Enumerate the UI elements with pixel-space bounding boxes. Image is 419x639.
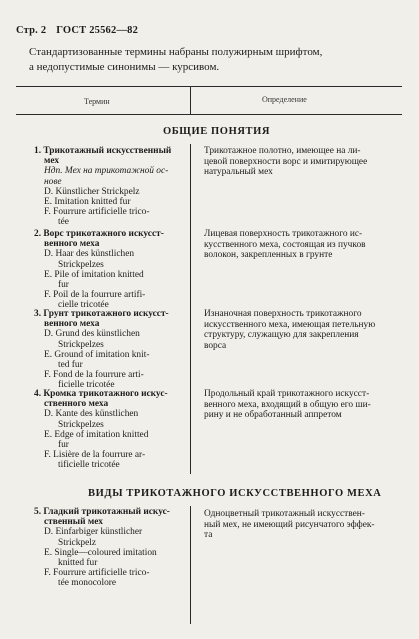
- definition-line: та: [204, 530, 213, 541]
- term-name: 5. Гладкий трикотажный искус-: [34, 507, 170, 517]
- definition-line: цевой поверхности ворс и имитирующее: [204, 156, 368, 167]
- page-header: [16, 25, 138, 36]
- document-code: ГОСТ 25562—82: [56, 25, 139, 36]
- french-equivalent: F. Poil de la fourrure artifi-: [44, 290, 146, 301]
- term-name: 4. Кромка трикотажного искус-: [34, 389, 168, 399]
- definition-line: Лицевая поверхность трикотажного ис-: [204, 229, 363, 239]
- term-entry-4: [34, 389, 184, 471]
- german-equivalent: D. Grund des künstlichen: [44, 329, 140, 340]
- french-equivalent: F. Fourrure artificielle trico-: [44, 207, 150, 218]
- definition-4: [204, 389, 396, 421]
- term-entry-1: [34, 146, 184, 228]
- definition-line: ворса: [204, 340, 227, 351]
- term-entry-2: [34, 229, 184, 311]
- definition-line: кусственного меха, состоящая из пучков: [204, 239, 366, 250]
- french-equivalent-cont: cielle tricotée: [58, 300, 109, 311]
- french-equivalent-cont: tificielle tricotée: [58, 460, 120, 471]
- header-divider: [190, 86, 191, 114]
- term-name: 3. Грунт трикотажного искусст-: [34, 309, 169, 319]
- definition-2: [204, 229, 396, 261]
- intro-line-2: а недопустимые синонимы — курсивом.: [29, 61, 220, 73]
- definition-3: [204, 309, 396, 351]
- term-name-cont: венного меха: [44, 319, 100, 330]
- french-equivalent-cont: ficielle tricotée: [58, 380, 115, 391]
- page-number: Стр. 2: [16, 25, 47, 36]
- german-equivalent: D. Haar des künstlichen: [44, 249, 135, 260]
- term-name-cont: ственный мех: [44, 517, 103, 528]
- table-top-rule: [16, 86, 402, 87]
- german-equivalent-cont: Strickpelzes: [58, 339, 104, 350]
- german-equivalent-cont: Strickpelz: [58, 537, 97, 548]
- english-equivalent-cont: ted fur: [58, 360, 83, 371]
- german-equivalent: D. Künstlicher Strickpelz: [44, 186, 140, 197]
- column-divider-1: [190, 144, 191, 474]
- column-header-definition: Определение: [262, 95, 307, 104]
- term-name-cont: ственного меха: [44, 399, 109, 410]
- definition-line: искусственного меха, имеющая петельную: [204, 319, 376, 330]
- definition-line: натуральный мех: [204, 167, 273, 178]
- column-divider-2: [190, 506, 191, 624]
- invalid-synonym: [34, 166, 184, 176]
- section-title-general: ОБЩИЕ ПОНЯТИЯ: [163, 126, 271, 137]
- english-equivalent: E. Single—coloured imitation: [44, 547, 157, 558]
- french-equivalent: F. Fond de la fourrure arti-: [44, 370, 144, 381]
- term-name: 1. Трикотажный искусственный: [34, 146, 172, 156]
- column-header-term: Термин: [84, 97, 110, 106]
- german-equivalent-cont: Strickpelzes: [58, 259, 104, 270]
- english-equivalent: E. Ground of imitation knit-: [44, 349, 150, 360]
- intro-line-1: Стандартизованные термины набраны полужирным шрифтом,: [29, 46, 323, 58]
- definition-line: структуру, служащую для закрепления: [204, 330, 359, 341]
- definition-line: Одноцветный трикотажный искусствен-: [204, 509, 365, 519]
- definition-1: [204, 146, 396, 178]
- definition-line: Продольный край трикотажного искусст-: [204, 389, 370, 399]
- definition-line: рину и не обработанный аппретом: [204, 410, 342, 421]
- english-equivalent: E. Imitation knitted fur: [44, 197, 131, 208]
- german-equivalent: D. Kante des künstlichen: [44, 409, 139, 420]
- french-equivalent-cont: tée: [58, 217, 69, 228]
- german-equivalent: D. Einfarbiger künstlicher: [44, 527, 143, 538]
- definition-line: ный мех, не имеющий рисунчатого эффек-: [204, 519, 375, 530]
- english-equivalent-cont: fur: [58, 440, 69, 451]
- term-name: 2. Ворс трикотажного искусст-: [34, 229, 164, 239]
- definition-line: Трикотажное полотно, имеющее на ли-: [204, 146, 361, 156]
- term-entry-3: [34, 309, 184, 391]
- synonym-text: Ндп. Мех на трикотажной ос-: [44, 166, 169, 177]
- french-equivalent-cont: tée monocolore: [58, 578, 117, 589]
- french-equivalent: F. Lisière de la fourrure ar-: [44, 450, 146, 461]
- definition-line: Изнаночная поверхность трикотажного: [204, 309, 362, 319]
- definition-line: венного меха, входящий в общую его ши-: [204, 399, 371, 410]
- english-equivalent: E. Pile of imitation knitted: [44, 269, 144, 280]
- english-equivalent: E. Edge of imitation knitted: [44, 429, 149, 440]
- definition-5: [204, 509, 396, 541]
- term-entry-5: [34, 507, 184, 589]
- invalid-synonym-cont: нове: [44, 176, 62, 187]
- term-name-cont: мех: [44, 156, 60, 167]
- section-title-types: ВИДЫ ТРИКОТАЖНОГО ИСКУССТВЕННОГО МЕХА: [88, 488, 382, 499]
- french-equivalent: F. Fourrure artificielle trico-: [44, 568, 150, 579]
- definition-line: волокон, закрепленных в грунте: [204, 250, 333, 261]
- term-name-cont: венного меха: [44, 239, 100, 250]
- english-equivalent-cont: knitted fur: [58, 558, 98, 569]
- english-equivalent-cont: fur: [58, 280, 69, 291]
- german-equivalent-cont: Strickpelzes: [58, 419, 104, 430]
- table-header-rule: [16, 114, 402, 115]
